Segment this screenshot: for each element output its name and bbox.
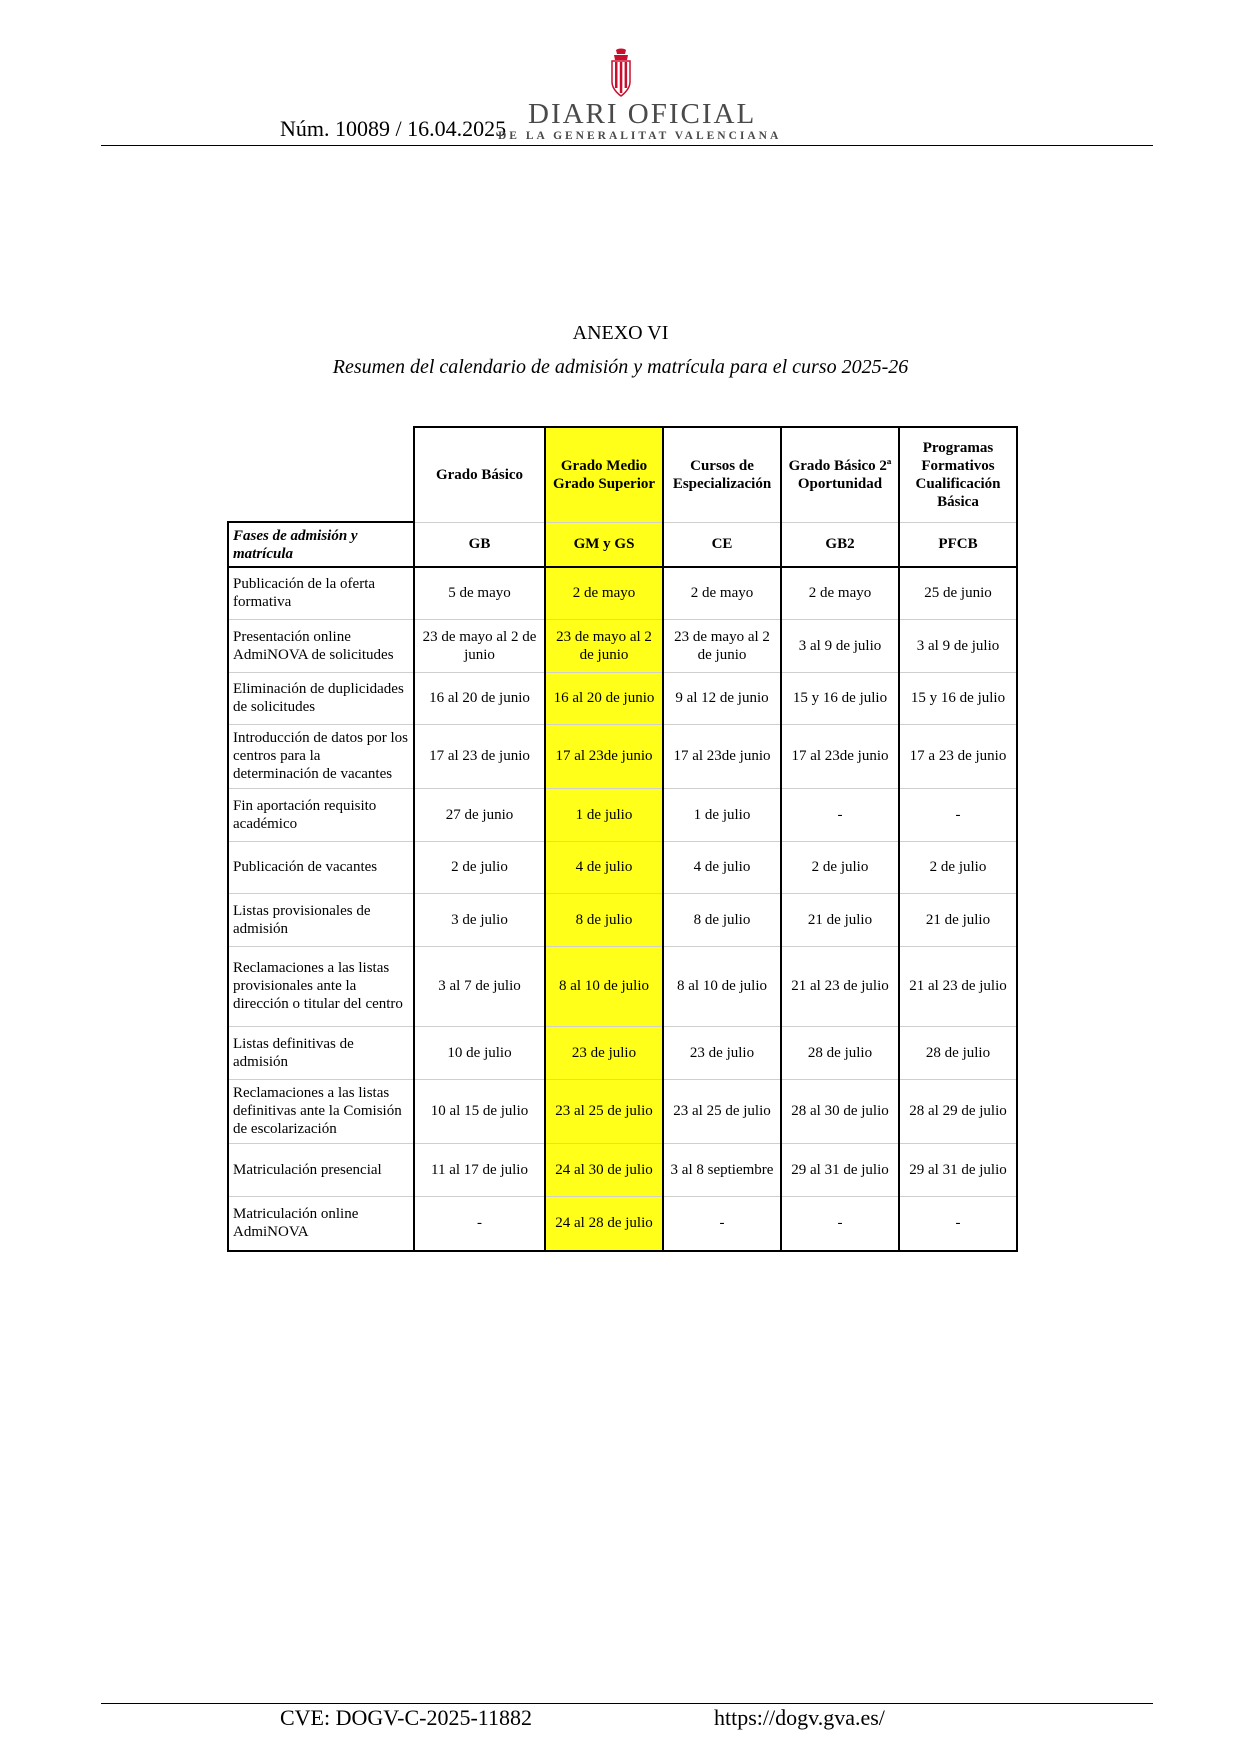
column-name: Grado Medio Grado Superior — [545, 427, 663, 522]
phase-cell: Reclamaciones a las listas definitivas ante la Comisión de escolarización — [228, 1079, 414, 1143]
phase-cell: Publicación de vacantes — [228, 841, 414, 893]
date-cell: 3 de julio — [414, 893, 545, 946]
date-cell: 25 de junio — [899, 567, 1017, 619]
date-cell: 17 al 23 de junio — [414, 724, 545, 788]
date-cell: 23 al 25 de julio — [663, 1079, 781, 1143]
column-code: GB — [414, 522, 545, 567]
date-cell: 8 de julio — [663, 893, 781, 946]
column-name: Cursos de Especialización — [663, 427, 781, 522]
generalitat-coat-of-arms-icon — [608, 48, 634, 98]
column-name: Grado Básico — [414, 427, 545, 522]
date-cell: 28 al 29 de julio — [899, 1079, 1017, 1143]
annex-title: ANEXO VI — [572, 322, 669, 344]
date-cell: 23 de julio — [545, 1026, 663, 1079]
table-row — [228, 567, 1017, 619]
date-cell: 28 al 30 de julio — [781, 1079, 899, 1143]
date-cell: - — [899, 1196, 1017, 1251]
date-cell: 10 al 15 de julio — [414, 1079, 545, 1143]
date-cell: 15 y 16 de julio — [781, 672, 899, 724]
date-cell: 23 de mayo al 2 de junio — [545, 619, 663, 672]
date-cell: 16 al 20 de junio — [545, 672, 663, 724]
table-row — [228, 1079, 1017, 1143]
date-cell: 23 de julio — [663, 1026, 781, 1079]
date-cell: 9 al 12 de junio — [663, 672, 781, 724]
column-code: PFCB — [899, 522, 1017, 567]
date-cell: 2 de mayo — [545, 567, 663, 619]
date-cell: 2 de julio — [781, 841, 899, 893]
date-cell: - — [899, 788, 1017, 841]
date-cell: 15 y 16 de julio — [899, 672, 1017, 724]
logo-title: DIARI OFICIAL — [528, 98, 757, 130]
table-row — [228, 724, 1017, 788]
date-cell: 17 a 23 de junio — [899, 724, 1017, 788]
date-cell: 2 de julio — [899, 841, 1017, 893]
phase-cell: Listas definitivas de admisión — [228, 1026, 414, 1079]
column-name: Programas Formativos Cualificación Básica — [899, 427, 1017, 522]
phase-cell: Listas provisionales de admisión — [228, 893, 414, 946]
column-name: Grado Básico 2ª Oportunidad — [781, 427, 899, 522]
date-cell: 23 de mayo al 2 de junio — [663, 619, 781, 672]
table-row — [228, 1026, 1017, 1079]
date-cell: 24 al 30 de julio — [545, 1143, 663, 1196]
date-cell: 4 de julio — [545, 841, 663, 893]
date-cell: 8 de julio — [545, 893, 663, 946]
footer-url: https://dogv.gva.es/ — [714, 1705, 885, 1730]
column-code: CE — [663, 522, 781, 567]
date-cell: 17 al 23de junio — [781, 724, 899, 788]
table-row — [228, 841, 1017, 893]
phase-column-header: Fases de admisión y matrícula — [228, 522, 414, 567]
phase-cell: Matriculación online AdmiNOVA — [228, 1196, 414, 1251]
date-cell: 27 de junio — [414, 788, 545, 841]
column-code: GM y GS — [545, 522, 663, 567]
date-cell: 3 al 9 de julio — [781, 619, 899, 672]
date-cell: 3 al 9 de julio — [899, 619, 1017, 672]
column-code: GB2 — [781, 522, 899, 567]
date-cell: 3 al 7 de julio — [414, 946, 545, 1026]
footer-rule — [101, 1703, 1153, 1704]
date-cell: 29 al 31 de julio — [899, 1143, 1017, 1196]
date-cell: 2 de mayo — [663, 567, 781, 619]
issue-number: Núm. 10089 / 16.04.2025 — [280, 116, 507, 141]
date-cell: 28 de julio — [899, 1026, 1017, 1079]
date-cell: 23 al 25 de julio — [545, 1079, 663, 1143]
date-cell: 1 de julio — [663, 788, 781, 841]
date-cell: 10 de julio — [414, 1026, 545, 1079]
phase-cell: Reclamaciones a las listas provisionales ante la dirección o titular del centro — [228, 946, 414, 1026]
date-cell: - — [781, 1196, 899, 1251]
table-row — [228, 672, 1017, 724]
header-rule — [101, 145, 1153, 146]
footer-cve: CVE: DOGV-C-2025-11882 — [280, 1705, 532, 1730]
date-cell: 1 de julio — [545, 788, 663, 841]
table-row — [228, 619, 1017, 672]
date-cell: 3 al 8 septiembre — [663, 1143, 781, 1196]
date-cell: 21 al 23 de julio — [781, 946, 899, 1026]
date-cell: 24 al 28 de julio — [545, 1196, 663, 1251]
date-cell: 17 al 23de junio — [663, 724, 781, 788]
table-row — [228, 1196, 1017, 1251]
phase-cell: Publicación de la oferta formativa — [228, 567, 414, 619]
date-cell: 5 de mayo — [414, 567, 545, 619]
date-cell: - — [781, 788, 899, 841]
date-cell: 2 de julio — [414, 841, 545, 893]
table-corner — [228, 427, 414, 522]
logo-subtitle: DE LA GENERALITAT VALENCIANA — [498, 130, 782, 142]
table-row — [228, 893, 1017, 946]
date-cell: - — [663, 1196, 781, 1251]
date-cell: 8 al 10 de julio — [663, 946, 781, 1026]
date-cell: 29 al 31 de julio — [781, 1143, 899, 1196]
admission-calendar-table — [227, 426, 1018, 1252]
phase-cell: Fin aportación requisito académico — [228, 788, 414, 841]
date-cell: 21 de julio — [899, 893, 1017, 946]
date-cell: - — [414, 1196, 545, 1251]
phase-cell: Matriculación presencial — [228, 1143, 414, 1196]
table-row — [228, 788, 1017, 841]
table-row — [228, 1143, 1017, 1196]
date-cell: 2 de mayo — [781, 567, 899, 619]
date-cell: 4 de julio — [663, 841, 781, 893]
phase-cell: Presentación online AdmiNOVA de solicitudes — [228, 619, 414, 672]
date-cell: 16 al 20 de junio — [414, 672, 545, 724]
date-cell: 28 de julio — [781, 1026, 899, 1079]
phase-cell: Introducción de datos por los centros para la determinación de vacantes — [228, 724, 414, 788]
date-cell: 17 al 23de junio — [545, 724, 663, 788]
date-cell: 21 al 23 de julio — [899, 946, 1017, 1026]
date-cell: 23 de mayo al 2 de junio — [414, 619, 545, 672]
date-cell: 8 al 10 de julio — [545, 946, 663, 1026]
date-cell: 11 al 17 de julio — [414, 1143, 545, 1196]
annex-subtitle: Resumen del calendario de admisión y matrícula para el curso 2025-26 — [332, 356, 909, 378]
diari-oficial-logo — [498, 48, 782, 144]
table-row — [228, 946, 1017, 1026]
phase-cell: Eliminación de duplicidades de solicitudes — [228, 672, 414, 724]
date-cell: 21 de julio — [781, 893, 899, 946]
